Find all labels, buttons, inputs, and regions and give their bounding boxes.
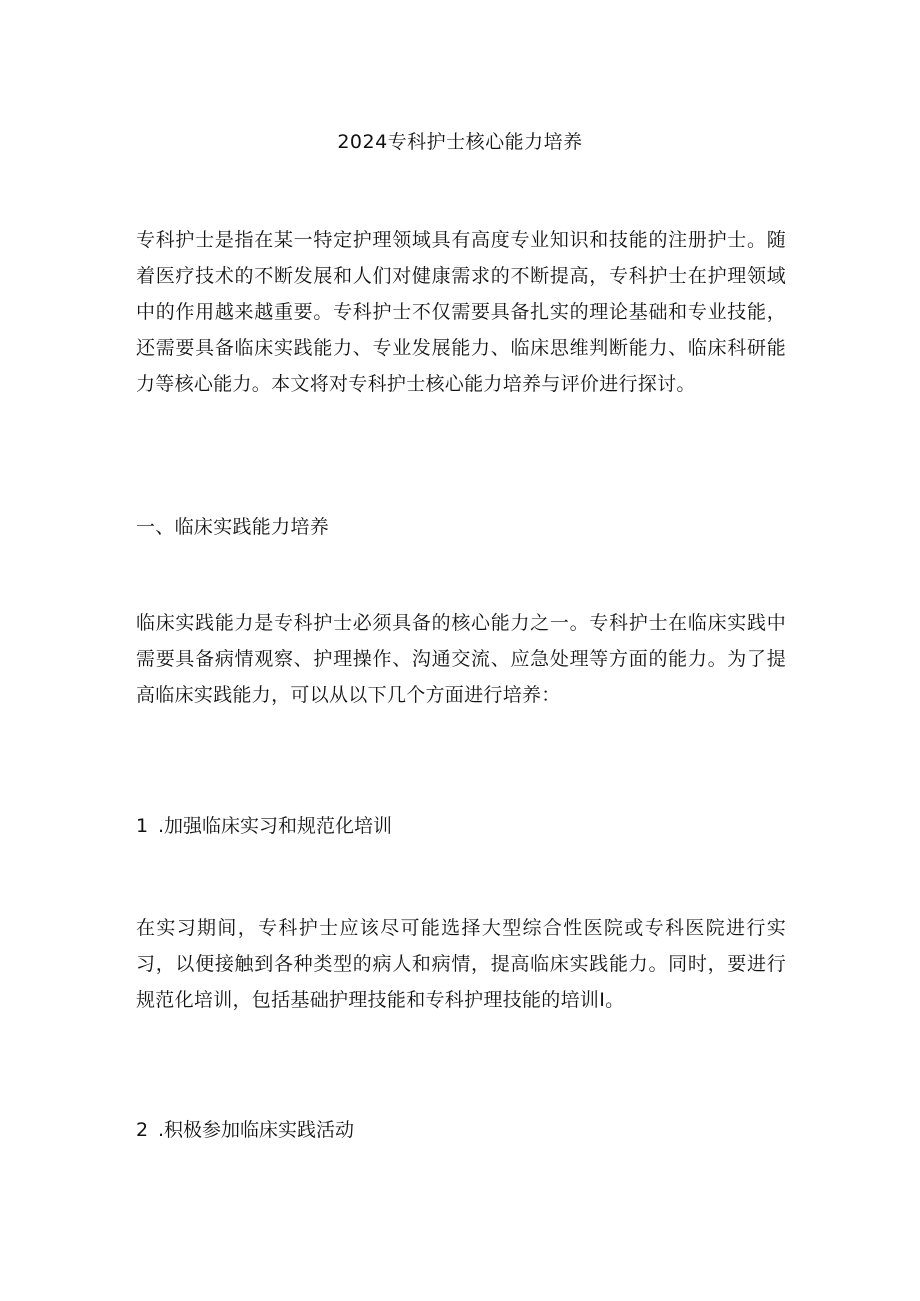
section1-paragraph: 临床实践能力是专科护士必须具备的核心能力之一。专科护士在临床实践中需要具备病情观察、护理操作、沟通交流、应急处理等方面的能力。为了提高临床实践能力，可以从以下几个方面进行培养： bbox=[136, 612, 786, 706]
item1-title: .加强临床实习和规范化培训 bbox=[158, 815, 393, 837]
document-title: 2024专科护士核心能力培养 bbox=[337, 131, 583, 153]
intro-paragraph: 专科护士是指在某一特定护理领域具有高度专业知识和技能的注册护士。随着医疗技术的不断发展和人们对健康需求的不断提高，专科护士在护理领域中的作用越来越重要。专科护士不仅需要具备扎实的理论基础和专业技能，还需要具备临床实践能力、专业发展能力、临床思维判断能力、临床科研能力等核心能力。本文将对专科护士核心能力培养与评价进行探讨。 bbox=[136, 229, 786, 395]
section1-heading: 一、临床实践能力培养 bbox=[136, 516, 330, 538]
item2-title: .积极参加临床实践活动 bbox=[158, 1119, 355, 1141]
item1-heading bbox=[136, 812, 786, 840]
item1-number: 1 bbox=[136, 815, 149, 837]
item2-heading bbox=[136, 1116, 786, 1144]
item2-number: 2 bbox=[136, 1119, 149, 1141]
item1-paragraph: 在实习期间，专科护士应该尽可能选择大型综合性医院或专科医院进行实习，以便接触到各种类型的病人和病情，提高临床实践能力。同时，要进行规范化培训，包括基础护理技能和专科护理技能的培训I。 bbox=[136, 917, 786, 1011]
